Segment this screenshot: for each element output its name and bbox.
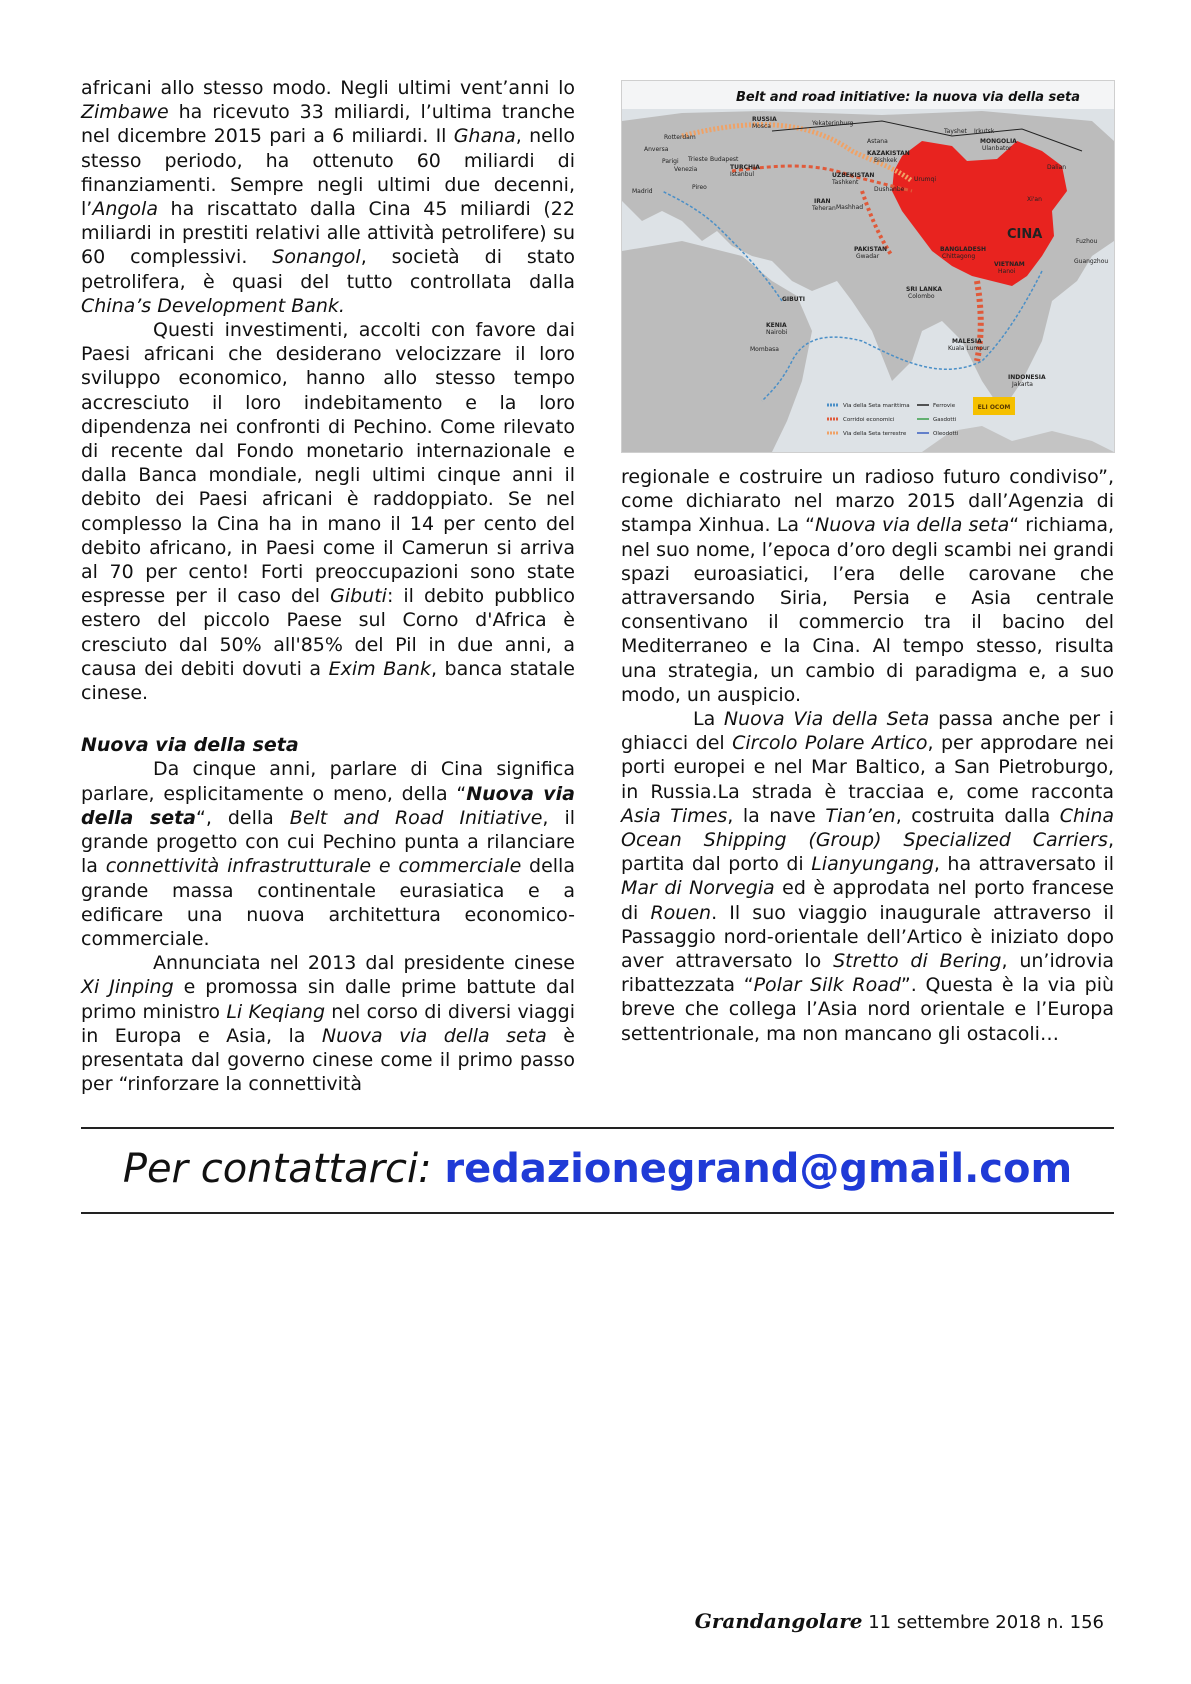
text-run: “ richiama, nel suo nome, l’epoca d’oro degli scambi nei grandi spazi euroasiatici, l’era delle carovane che attraversando Siria, Persia e Asia centrale consentivano il commercio tra il bacino del Mediterraneo e la Cina. Al tempo stesso, risulta una strategia, un cambio di paradigma e, a suo modo, un auspicio. — [621, 514, 1115, 706]
map-label: Jakarta — [1012, 381, 1033, 388]
text-run: , per approdare nei porti europei e nel Mar Baltico, a San Pietroburgo, in Russia.La strada è tracciaa e, come racconta — [621, 732, 1114, 803]
map-label: INDONESIA — [1008, 374, 1046, 381]
paragraph — [81, 318, 575, 705]
text-run: Belt and Road Initiative — [289, 806, 543, 829]
map-label: Astana — [867, 138, 888, 145]
text-run: Nuova Via della Seta — [723, 708, 930, 731]
text-run: , nello stesso periodo, ha ottenuto 60 miliardi di finanziamenti. Sempre negli ultimi due decenni, l’ — [81, 125, 575, 221]
text-run: Xi Jinping — [81, 976, 174, 999]
legend-label: Corridoi economici — [843, 417, 895, 423]
text-run: Nuova via della seta — [81, 782, 576, 829]
text-run: China’s Development Bank. — [81, 294, 345, 317]
paragraph — [81, 951, 575, 1096]
map-label: Trieste — [688, 156, 708, 163]
text-run: Li Keqiang — [226, 1000, 326, 1023]
text-run: passa anche per i ghiacci del — [621, 708, 1114, 755]
map-label: Dalian — [1047, 164, 1067, 171]
text-run: Tian’en — [825, 804, 896, 827]
map-label: Teheran — [812, 205, 836, 212]
text-run: Mar di Norvegia — [621, 877, 775, 900]
map-label: UZBEKISTAN — [832, 172, 875, 179]
map-label: Chittagong — [942, 253, 976, 260]
map-label: Yekaterinburg — [812, 120, 854, 127]
text-run: Annunciata nel 2013 dal presidente cinese — [153, 952, 575, 975]
map-label: Madrid — [632, 188, 653, 195]
map-label: TURCHIA — [730, 164, 760, 171]
map-label: Venezia — [674, 166, 698, 173]
text-run: Ghana — [453, 125, 516, 148]
legend-label: Ferrovie — [933, 403, 956, 409]
map-label: Budapest — [710, 156, 739, 163]
text-run: , società di stato petrolifera, è quasi del tutto controllata dalla — [81, 246, 575, 293]
page-footer — [695, 1609, 1104, 1633]
contact-email-link[interactable]: redazionegrand@gmail.com — [444, 1146, 1073, 1192]
text-run: connettività infrastrutturale e commerciale — [105, 855, 522, 878]
text-run: China Ocean Shipping (Group) Specialized Carriers — [621, 804, 1115, 852]
legend-label: Via della Seta terrestre — [843, 431, 907, 437]
legend-label: Oleodotti — [933, 431, 959, 437]
map-label: Rotterdam — [664, 134, 696, 141]
text-run: , partita dal porto di — [621, 829, 1114, 876]
text-run: , costruita dalla — [895, 804, 1060, 827]
map-title: Belt and road initiative: la nuova via della seta — [735, 90, 1081, 105]
map-label: Fuzhou — [1076, 238, 1098, 245]
left-column — [81, 76, 575, 1096]
map-label: GIBUTI — [782, 296, 805, 303]
map-label: Pireo — [692, 184, 707, 191]
map-label: Gwadar — [856, 253, 880, 260]
map-label: Anversa — [644, 146, 669, 153]
text-run: : il debito pubblico estero del piccolo Paese sul Corno d'Africa è cresciuto dal 50% all'85% del Pil in due anni, a causa dei debiti dovuti a — [81, 585, 575, 680]
text-run: ed è approdata nel porto francese di — [621, 877, 1114, 924]
text-run: regionale e costruire un radioso futuro condiviso”, come dichiarato nel marzo 2015 dall’Agenzia di stampa Xinhua. La “ — [621, 466, 1114, 537]
map-label: RUSSIA — [752, 116, 777, 123]
contact-label: Per contattarci: — [122, 1146, 432, 1192]
text-run: africani allo stesso modo. Negli ultimi vent’anni lo — [81, 77, 575, 99]
text-run: Polar Silk Road — [753, 974, 901, 997]
map-label: Nairobi — [766, 329, 788, 336]
text-run: Circolo Polare Artico — [732, 732, 928, 755]
paragraph — [81, 76, 575, 318]
map-label: Colombo — [908, 293, 935, 300]
text-run: , la nave — [727, 804, 826, 827]
section-heading: Nuova via della seta — [81, 734, 299, 757]
map-label: VIETNAM — [994, 261, 1025, 268]
map-label: MONGOLIA — [980, 138, 1017, 145]
text-run: della grande massa continentale eurasiatica e a edificare una nuova architettura economico-commerciale. — [81, 855, 575, 950]
map-label: PAKISTAN — [854, 246, 887, 253]
paragraph — [621, 707, 1114, 1046]
map-label: Bishkek — [874, 157, 898, 164]
map-graphic — [622, 81, 1114, 452]
map-label: Irkutsk — [974, 128, 995, 135]
text-run: nel corso di diversi viaggi in Europa e Asia, la — [81, 1000, 576, 1047]
text-run: Asia Times — [621, 804, 728, 827]
map-label-cina: CINA — [1007, 227, 1043, 242]
text-run: Stretto di Bering — [833, 950, 1002, 973]
text-run: ha riscattato dalla Cina 45 miliardi (22 miliardi in prestiti relativi alle attività petrolifere) su 60 complessivi. — [81, 198, 575, 269]
map-label: Dushanbe — [874, 186, 905, 193]
map-badge-text: ELI OCOM — [977, 404, 1011, 411]
text-run: Nuova via della seta — [321, 1024, 547, 1047]
legend-label: Gasdotti — [933, 417, 957, 423]
text-run: Nuova via della seta — [815, 514, 1010, 537]
text-run: . Il suo viaggio inaugurale attraverso il Passaggio nord-orientale dell’Artico è iniziato dopo aver attraversato lo — [621, 901, 1114, 973]
text-run: Zimbawe — [81, 101, 169, 124]
publication-name: Grandangolare — [694, 1609, 863, 1633]
map-label: KAZAKISTAN — [867, 150, 910, 157]
map-label: SRI LANKA — [906, 286, 943, 293]
divider-top — [81, 1127, 1114, 1129]
text-run: ha ricevuto 33 miliardi, l’ultima tranche nel dicembre 2015 pari a 6 miliardi. Il — [81, 101, 575, 148]
legend-label: Via della Seta marittima — [843, 403, 910, 409]
map-label: Xi'an — [1027, 196, 1042, 203]
map-legend — [827, 403, 959, 437]
text-run: Lianyungang — [811, 853, 934, 876]
paragraph — [621, 465, 1114, 707]
text-run: Angola — [92, 198, 158, 221]
map-label: BANGLADESH — [940, 246, 987, 253]
map-label: Guangzhou — [1074, 258, 1109, 265]
map-label: Hanoi — [998, 268, 1016, 275]
map-label: Kuala Lumpur — [948, 345, 990, 352]
map-label: Tayshet — [944, 128, 967, 135]
divider-bottom — [81, 1212, 1114, 1214]
text-run: La — [693, 708, 724, 731]
text-run: e promossa sin dalle prime battute dal primo ministro — [81, 976, 575, 1023]
map-label: Ulanbator — [982, 145, 1012, 152]
map-label: Parigi — [662, 158, 679, 165]
issue-date: 11 settembre 2018 n. 156 — [868, 1612, 1104, 1633]
text-run: “, della — [196, 806, 290, 829]
map-label: Mombasa — [750, 346, 779, 353]
text-run: ”. Questa è la via più breve che collega l’Asia nord orientale e l’Europa settentrionale, ma non mancano gli ostacoli… — [621, 974, 1115, 1045]
belt-and-road-map — [621, 80, 1115, 453]
text-run: Rouen — [650, 901, 712, 924]
text-run: Da cinque anni, parlare di Cina significa parlare, esplicitamente o meno, della “ — [81, 758, 575, 805]
paragraph — [81, 757, 575, 951]
map-label: KENIA — [766, 322, 787, 329]
map-label: Tashkent — [832, 179, 859, 186]
text-run: Questi investimenti, accolti con favore dai Paesi africani che desiderano velocizzare il loro sviluppo economico, hanno allo stesso tempo accresciuto il loro indebitamento e la loro dipendenza nei confronti di Pechino. Come rilevato di recente dal Fondo monetario internazionale e dalla Banca mondiale, negli ultimi cinque anni il debito dei Paesi africani è raddoppiato. Se nel complesso la Cina ha in mano il 14 per cento del debito africano, in Paesi come il Camerun si arriva al 70 per cento! Forti preoccupazioni sono state espresse per il caso del — [81, 319, 575, 608]
map-label: Mashhad — [836, 204, 864, 211]
contact-banner — [81, 1144, 1114, 1194]
map-label: Mosca — [752, 123, 771, 130]
text-run: , il grande progetto con cui Pechino punta a rilanciare la — [81, 806, 575, 878]
text-run: , un’idrovia ribattezzata “ — [621, 950, 1114, 997]
text-run: Gibuti — [330, 585, 387, 608]
map-label: IRAN — [814, 198, 831, 205]
text-run: , ha attraversato il — [933, 853, 1115, 876]
map-label: Istanbul — [730, 171, 755, 178]
text-run: è presentata dal governo cinese come il primo passo per “rinforzare la connettività — [81, 1024, 575, 1096]
map-label: Urumqi — [914, 176, 936, 183]
text-run: , banca statale cinese. — [81, 657, 575, 705]
text-run: Sonangol — [272, 246, 361, 269]
right-column — [621, 465, 1114, 1046]
map-label: MALESIA — [952, 338, 982, 345]
text-run: Exim Bank — [328, 657, 431, 680]
